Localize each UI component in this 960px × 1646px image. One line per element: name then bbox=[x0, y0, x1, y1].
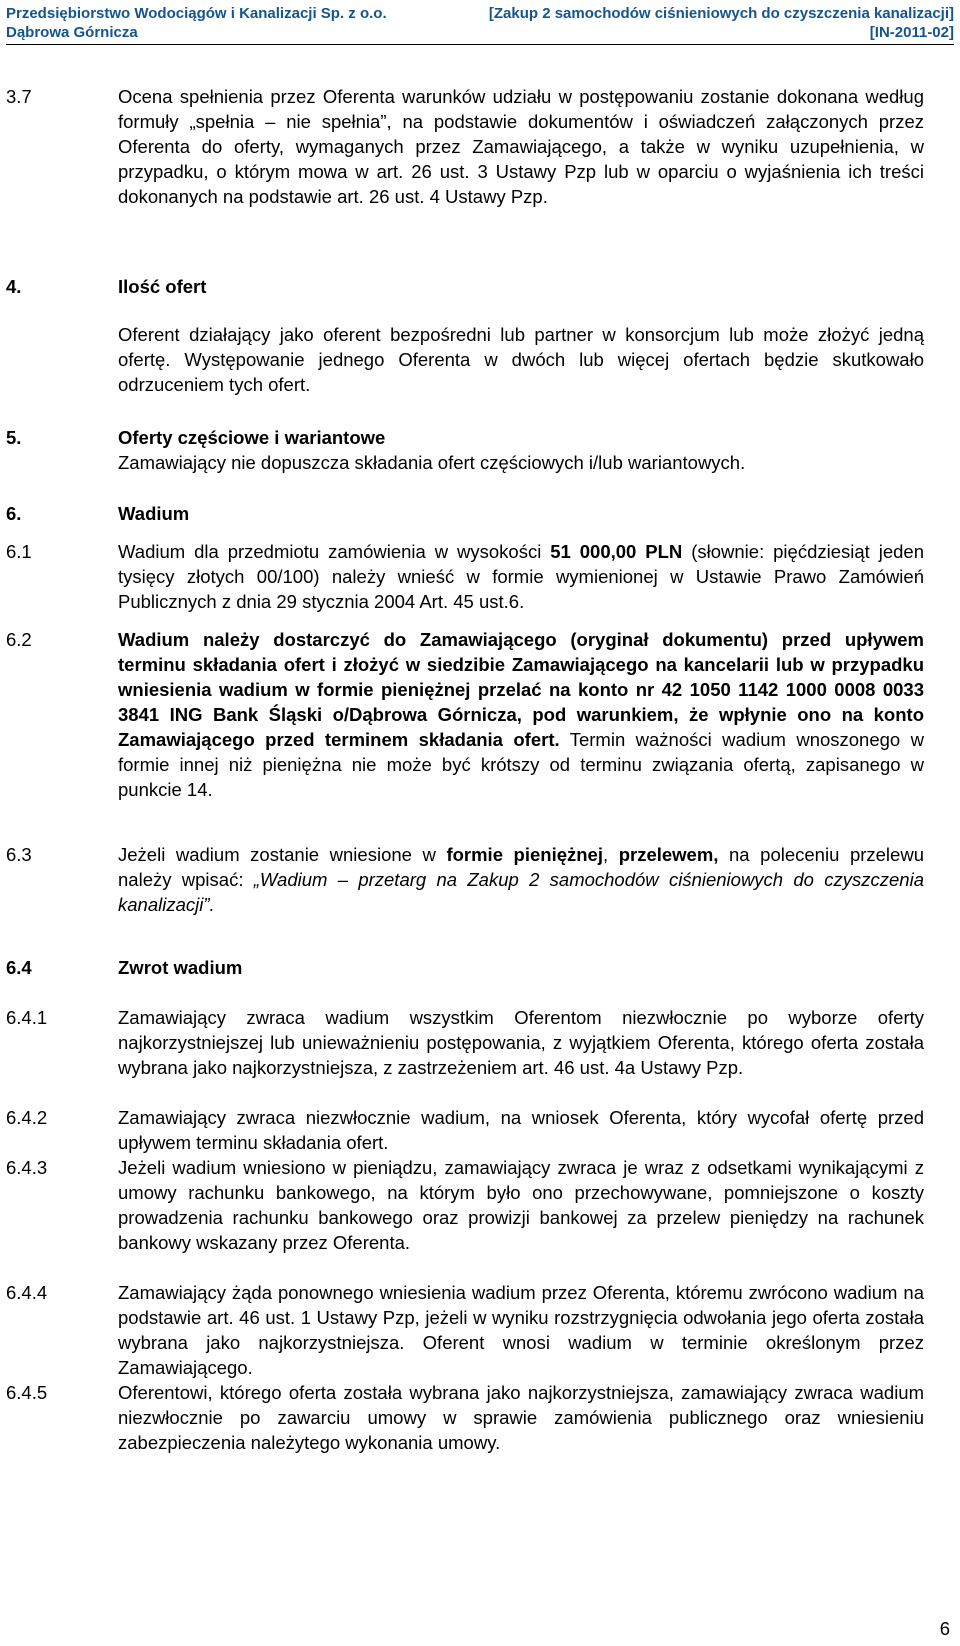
bold-text: formie pieniężnej bbox=[446, 844, 603, 865]
section-text: Zamawiający zwraca niezwłocznie wadium, na wniosek Oferenta, który wycofał ofertę przed upływem terminu składania ofert. bbox=[118, 1107, 924, 1153]
section-text bbox=[118, 539, 924, 614]
company-city: Dąbrowa Górnicza bbox=[6, 24, 138, 41]
text-part: Termin ważności wadium wnoszonego w formie innej niż pieniężna nie może być krótszy od terminu związania ofertą, zapisanego w punkcie 14. bbox=[118, 729, 924, 800]
section-text bbox=[118, 842, 924, 917]
section-number: 6.4.5 bbox=[6, 1382, 48, 1403]
section-number: 6.4 bbox=[6, 957, 32, 978]
section-number: 6.4.3 bbox=[6, 1157, 48, 1178]
text-part: (słownie: pięćdziesiąt jeden tysięcy złotych 00/100) należy wnieść w formie wymienionej w Ustawie Prawo Zamówień Publicznych z dnia 29 stycznia 2004 Art. 45 ust.6. bbox=[118, 541, 924, 612]
bold-text: przelewem, bbox=[618, 844, 719, 865]
section-title: Ilość ofert bbox=[118, 276, 207, 297]
section-number: 6.4.4 bbox=[6, 1282, 48, 1303]
section-number: 6.1 bbox=[6, 541, 32, 562]
section-title: Zwrot wadium bbox=[118, 957, 243, 978]
section-number: 4. bbox=[6, 276, 22, 297]
section-text bbox=[118, 627, 924, 802]
tender-title: [Zakup 2 samochodów ciśnieniowych do czyszczenia kanalizacji] bbox=[488, 5, 954, 22]
section-text: Zamawiający zwraca wadium wszystkim Oferentom niezwłocznie po wyborze oferty najkorzystniejszej lub unieważnieniu postępowania, z wyjątkiem Oferenta, którego oferta została wybrana jako najkorzystniejsza, z zastrzeżeniem art. 46 ust. 4a Ustawy Pzp. bbox=[118, 1007, 924, 1078]
section-number: 6.3 bbox=[6, 844, 32, 865]
text-part: na poleceniu przelewu należy wpisać: bbox=[118, 844, 924, 890]
section-text: Oferent działający jako oferent bezpośredni lub partner w konsorcjum lub może złożyć jedną ofertę. Występowanie jednego Oferenta w dwóch lub więcej ofertach będzie skutkowało odrzuceniem tych ofert. bbox=[118, 324, 924, 395]
company-name: Przedsiębiorstwo Wodociągów i Kanalizacji Sp. z o.o. bbox=[6, 5, 387, 22]
section-number: 6. bbox=[6, 503, 22, 524]
section-text: Zamawiający żąda ponownego wniesienia wadium przez Oferenta, któremu zwrócono wadium na podstawie art. 46 ust. 1 Ustawy Pzp, jeżeli w wyniku rozstrzygnięcia odwołania jego oferta została wybrana jako najkorzystniejsza. Oferent wnosi wadium w terminie określonym przez Zamawiającego. bbox=[118, 1282, 924, 1378]
transfer-title: „Wadium – przetarg na Zakup 2 samochodów ciśnieniowych do czyszczenia kanalizacji”. bbox=[118, 869, 924, 915]
bold-text: Wadium należy dostarczyć do Zamawiającego (oryginał dokumentu) przed upływem terminu składania ofert i złożyć w siedzibie Zamawiającego na kancelarii lub w przypadku wniesienia wadium w formie pieniężnej przelać na konto nr 42 1050 1142 1000 0008 0033 3841 ING Bank Śląski o/Dąbrowa Górnicza, pod warunkiem, że wpłynie ono na konto Zamawiającego przed terminem składania ofert. bbox=[118, 629, 924, 750]
section-text: Ocena spełnienia przez Oferenta warunków udziału w postępowaniu zostanie dokonana według formuły „spełnia – nie spełnia”, na podstawie dokumentów i oświadczeń załączonych przez Oferenta do oferty, wymaganych przez Zamawiającego, a także w wyniku uzupełnienia, w przypadku, o którym mowa w art. 26 ust. 3 Ustawy Pzp lub w oparciu o wyjaśnienia ich treści dokonanych na podstawie art. 26 ust. 4 Ustawy Pzp. bbox=[118, 86, 924, 207]
section-number: 6.2 bbox=[6, 629, 32, 650]
section-number: 6.4.1 bbox=[6, 1007, 48, 1028]
tender-id: [IN-2011-02] bbox=[869, 24, 954, 41]
section-number: 5. bbox=[6, 427, 22, 448]
section-title: Oferty częściowe i wariantowe bbox=[118, 427, 386, 448]
section-text: Zamawiający nie dopuszcza składania ofert częściowych i/lub wariantowych. bbox=[118, 452, 746, 473]
section-text: Jeżeli wadium wniesiono w pieniądzu, zamawiający zwraca je wraz z odsetkami wynikającymi z umowy rachunku bankowego, na którym było ono przechowywane, pomniejszone o koszty prowadzenia rachunku bankowego oraz prowizji bankowej za przelew pieniędzy na rachunek bankowy wskazany przez Oferenta. bbox=[118, 1157, 924, 1253]
text-part: Wadium dla przedmiotu zamówienia w wysokości bbox=[118, 541, 551, 562]
wadium-amount: 51 000,00 PLN bbox=[550, 541, 683, 562]
page-number: 6 bbox=[939, 1618, 950, 1639]
section-text: Oferentowi, którego oferta została wybrana jako najkorzystniejsza, zamawiający zwraca wadium niezwłocznie po zawarciu umowy w sprawie zamówienia publicznego oraz wniesieniu zabezpieczenia należytego wykonania umowy. bbox=[118, 1382, 924, 1453]
text-part: , bbox=[602, 844, 619, 865]
section-number: 6.4.2 bbox=[6, 1107, 48, 1128]
text-part: Jeżeli wadium zostanie wniesione w bbox=[118, 844, 447, 865]
page-header bbox=[6, 4, 954, 45]
section-number: 3.7 bbox=[6, 86, 32, 107]
section-title: Wadium bbox=[118, 503, 190, 524]
